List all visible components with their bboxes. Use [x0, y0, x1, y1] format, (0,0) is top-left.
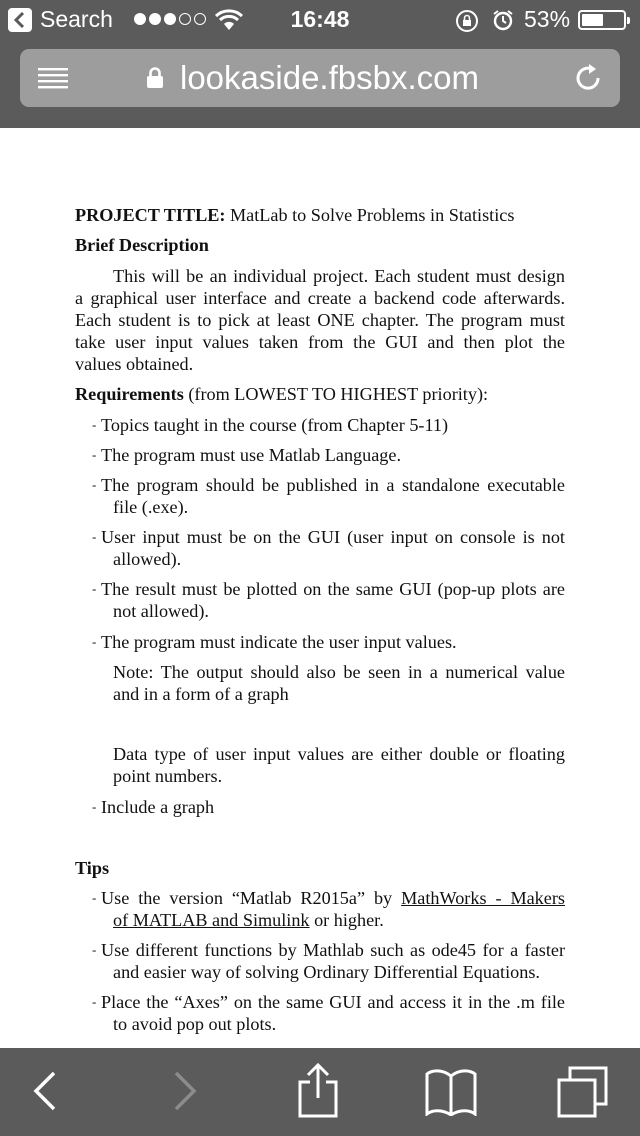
mathworks-link[interactable]: of MATLAB and Simulink: [113, 910, 310, 930]
requirements-heading: Requirements (from LOWEST TO HIGHEST priority):: [75, 384, 489, 404]
data-type-line: Data type of user input values are either double or floating: [113, 744, 565, 764]
address-bar[interactable]: [20, 49, 620, 107]
back-icon[interactable]: [30, 1068, 60, 1114]
rotation-lock-icon: [455, 9, 479, 33]
tips-heading: Tips: [75, 858, 110, 878]
brief-line: Each student is to pick at least ONE chapter. The program must: [75, 310, 565, 330]
requirement-item: - The program must indicate the user input values.: [92, 632, 457, 652]
note-line: Note: The output should also be seen in a numerical value: [113, 662, 565, 682]
tip-item: - Use different functions by Mathlab such as ode45 for a faster and easier way of solving Ordinary Differential Equations.: [92, 940, 565, 982]
note-line: and in a form of a graph: [113, 684, 289, 704]
requirement-item: - Topics taught in the course (from Chapter 5-11): [92, 415, 449, 435]
project-title: PROJECT TITLE: MatLab to Solve Problems in Statistics: [75, 205, 515, 225]
requirement-item: - Include a graph: [92, 797, 215, 817]
forward-icon[interactable]: [170, 1068, 200, 1114]
mathworks-link[interactable]: MathWorks - Makers: [401, 888, 565, 908]
tip-item: - Use the version “Matlab R2015a” by MathWorks - Makers of MATLAB and Simulink or higher.: [92, 888, 565, 930]
bookmarks-icon[interactable]: [424, 1068, 478, 1116]
browser-bottom-toolbar: [0, 1048, 640, 1136]
brief-line: a graphical user interface and create a backend code afterwards.: [75, 288, 565, 308]
reload-icon[interactable]: [574, 63, 604, 93]
requirement-item: - The result must be plotted on the same GUI (pop-up plots are not allowed).: [92, 579, 565, 621]
share-icon[interactable]: [296, 1062, 340, 1118]
requirement-item: - The program should be published in a standalone executable file (.exe).: [92, 475, 565, 517]
brief-line: This will be an individual project. Each student must design: [113, 266, 565, 286]
tip-item: - Place the “Axes” on the same GUI and access it in the .m file to avoid pop out plots.: [92, 992, 565, 1034]
brief-line: take user input values taken from the GUI and then plot the: [75, 332, 565, 352]
secure-lock-icon: [146, 67, 164, 89]
battery-icon: [578, 10, 626, 30]
reader-mode-icon[interactable]: [38, 67, 68, 91]
data-type-line: point numbers.: [113, 766, 223, 786]
url-text[interactable]: lookaside.fbsbx.com: [180, 59, 479, 96]
battery-percentage: 53%: [524, 6, 571, 32]
alarm-icon: [492, 9, 514, 31]
brief-line: values obtained.: [75, 354, 194, 374]
back-to-app-label[interactable]: Search: [40, 6, 113, 32]
status-bar: [0, 0, 640, 40]
browser-top-bar: [0, 0, 640, 128]
requirement-item: - User input must be on the GUI (user input on console is not allowed).: [92, 527, 565, 569]
document-page[interactable]: [0, 128, 640, 1048]
requirement-item: - The program must use Matlab Language.: [92, 445, 402, 465]
brief-description-heading: Brief Description: [75, 235, 209, 255]
tabs-icon[interactable]: [556, 1066, 610, 1118]
clock: 16:48: [290, 6, 350, 32]
